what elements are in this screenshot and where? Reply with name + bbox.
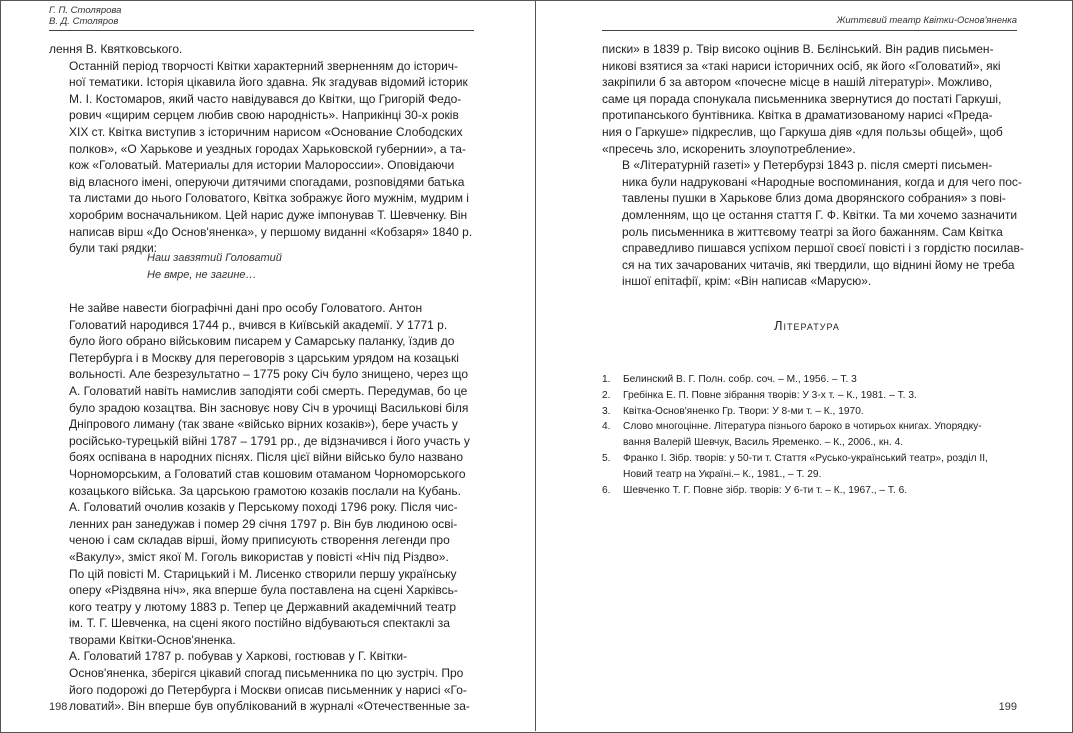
reference-item [602,372,1022,388]
text-line: ленних ран занедужав і помер 29 січня 1797 р. Він був людиною осві- [69,516,458,531]
text-line: кож «Головатый. Материалы для истории Малороссии». Оповідаючи [69,158,455,173]
reference-text: Слово многоцінне. Література пізнього бароко в чотирьох книгах. Упорядку- [623,421,982,433]
text-line: А. Головатий навіть намислив заподіяти собі смерть. Передумав, бо це [69,383,468,398]
text-line: ния о Гаркуше» підкреслив, що Гаркуша діяв «для пользы общей», щоб [602,124,1003,139]
page-number-right: 199 [998,701,1017,713]
references-list [602,372,1022,498]
text-line: та листами до нього Головатого, Квітка зображує його мужнім, мудрим і [69,191,469,206]
text-line: XIX ст. Квітка виступив з історичним нарисом «Основание Слободских [69,124,463,139]
reference-text: вання Валерій Шевчук, Василь Яременко. – К., 2006., кн. 4. [623,437,904,449]
text-line: Дніпрового лиману (так зване «військо вірних козаків»), бере участь у [69,417,458,432]
text-line: писки» в 1839 р. Твір високо оцінив В. Бєлінський. Він радив письмен- [602,42,994,56]
text-line: М. І. Костомаров, який часто навідувався до Квітки, що Григорій Федо- [69,91,462,106]
paragraph-4 [602,157,1024,290]
right-page [536,0,1071,731]
text-line: «Вакулу», зміст якої М. Гоголь використав у повісті «Ніч під Різдво». [69,549,449,564]
text-line: полков», «О Харькове и уездных городах Харьковской губернии», а та- [69,141,466,156]
running-header-title: Життєвий театр Квітки-Основ'яненка [836,15,1017,26]
left-body-bottom [49,300,471,715]
text-line: домленням, що це остання стаття Г. Ф. Квітки. Та ми хочемо зазначити [622,207,1018,222]
text-line: ної тематики. Історія цікавила його здавна. Як згадував відомий історик [69,75,468,90]
reference-text: Квітка-Основ'яненко Гр. Твори: У 8-ми т. – К., 1970. [623,405,864,417]
reference-item [602,451,1022,483]
text-line: А. Головатий 1787 р. побував у Харкові, гостював у Г. Квітки- [69,649,408,664]
reference-text: Франко І. Зібр. творів: у 50-ти т. Стаття «Русько-український театр», розділ ІІ, [623,452,988,464]
text-line: протипанського бунтівника. Квітка в драматизованому нарисі «Преда- [602,108,993,123]
text-line: ім. Т. Г. Шевченка, на сцені якого постійно відбуваються спектаклі за [69,616,450,631]
text-line: боях оспівана в народних піснях. Після цієї війни військо було названо [69,450,464,465]
reference-text: Белинский В. Г. Полн. собр. соч. – М., 1956. – Т. 3 [623,374,857,385]
text-line: Останній період творчості Квітки характерний зверненням до історич- [69,58,459,73]
text-line: російсько-турецькій війні 1787 – 1791 рр., де відзначився і його участь у [69,433,470,448]
reference-number: 1. [602,374,611,385]
text-line: Чорноморським, а Головатий став кошовим отаманом Чорноморського [69,466,466,481]
text-line: роль письменника в життєвому театрі за його бажанням. Сам Квітка [622,224,1003,239]
text-line: «пресечь зло, искоренить злоупотребление». [602,141,856,156]
text-line: никові взятися за «такі нариси історичних осіб, як його «Головатий», які [602,58,1001,73]
text-line: іншої епітафії, крім: «Він написав «Марусю». [622,274,872,289]
text-line: було зрадою козацтва. Він засновує нову Січ в урочищі Васильковi біля [69,400,469,415]
text-line: козацького війська. За царською грамотою козаків послали на Кубань. [69,483,461,498]
text-line: справедливо пишався успіхом першої своєї повісті і з гордістю посилав- [622,241,1024,256]
reference-number: 5. [602,452,611,464]
text-line: рович «щирим серцем любив свою народність». Наприкінці 30-х років [69,108,459,123]
text-line: від власного імені, оперуючи дитячими спогадами, розповідями батька [69,174,465,189]
paragraph-3 [49,648,471,714]
paragraph-2 [49,300,471,648]
references-heading: Література [774,318,840,333]
paragraph-1 [49,58,471,257]
intro-line: лення В. Квятковського. [49,42,183,56]
text-line: саме ця порада спонукала письменника звернутися до постаті Гаркуші, [602,91,1002,106]
text-line: ловатий». Він вперше був опублікований в журналі «Отечественные за- [69,699,470,714]
reference-item [602,483,1022,499]
right-body [602,41,1024,290]
reference-text: Новий театр на Україні.– К., 1981., – Т. 29. [623,468,822,480]
text-line: По цій повісті М. Старицький і М. Лисенко створили першу українську [69,566,457,581]
text-line: творами Квітки-Основ'яненка. [69,632,236,647]
text-line: Головатий народився 1744 р., вчився в Київській академії. У 1771 р. [69,317,448,332]
text-line: було його обрано військовим писарем у Самарську паланку, їздив до [69,334,455,349]
text-line: його подорожі до Петербурга і Москви описав письменник у нарисі «Го- [69,682,467,697]
reference-number: 2. [602,389,611,401]
text-line: хоробрим восначальником. Цей нарис дуже імпонував Т. Шевченку. Він [69,207,468,222]
text-line: написав вірш «До Основ'яненка», у першому виданні «Кобзаря» 1840 р. [69,224,473,239]
text-line: ченою і сам складав вірші, йому приписують створення легенди про [69,533,450,548]
text-line: закріпили б за автором «почесне місце в нашій літературі». Можливо, [602,75,993,90]
text-line: вольності. Але безрезультатно – 1775 року Січ було знищено, через що [69,367,469,382]
page-number-left: 198 [49,701,68,713]
paragraph-continuation [602,41,1018,157]
running-header-authors [49,5,121,27]
reference-text: Шевченко Т. Г. Повне зібр. творів: У 6-ти т. – К., 1967., – Т. 6. [623,484,908,496]
text-line: Петербурга і в Москву для переговорів з царським урядом на козацькі [69,350,459,365]
left-body-top [49,41,471,257]
text-line: Основ'яненка, зберігся цікавий спогад письменника по цю зустріч. Про [69,666,464,681]
text-line: тавлены пушки в Харькове близ дома дворянского собрания» з пові- [622,191,1006,206]
text-line: ника були надруковані «Народные воспоминания, когда и для чего пос- [622,174,1022,189]
header-rule [49,30,474,31]
text-line: кого театру у лютому 1883 р. Тепер це Державний академічний театр [69,599,457,614]
verse-line: Не вмре, не загине… [147,268,257,281]
reference-number: 6. [602,484,611,496]
text-line: ся на тих зачарованих читачів, які твердили, що віднині йому не треба [622,257,1015,272]
verse-quote [147,250,282,283]
left-page [0,0,535,731]
text-line: А. Головатий очолив козаків у Перському поході 1796 року. Після чис- [69,500,458,515]
reference-item [602,388,1022,404]
verse-line: Наш завзятий Головатий [147,252,282,264]
reference-item [602,419,1022,451]
reference-number: 4. [602,421,611,433]
text-line: були такі рядки: [69,241,157,256]
text-line: В «Літературній газеті» у Петербурзі 1843 р. після смерті письмен- [622,158,993,173]
text-line: оперу «Різдвяна ніч», яка вперше була поставлена на сцені Харківсь- [69,583,458,598]
header-author-2: В. Д. Столяров [49,16,119,27]
text-line: Не зайве навести біографічні дані про особу Головатого. Антон [69,301,423,315]
header-rule [602,30,1017,31]
header-author-1: Г. П. Столярова [49,5,122,16]
reference-number: 3. [602,405,611,417]
reference-item [602,404,1022,420]
reference-text: Гребінка Е. П. Повне зібрання творів: У 3-х т. – К., 1981. – Т. 3. [623,389,917,401]
